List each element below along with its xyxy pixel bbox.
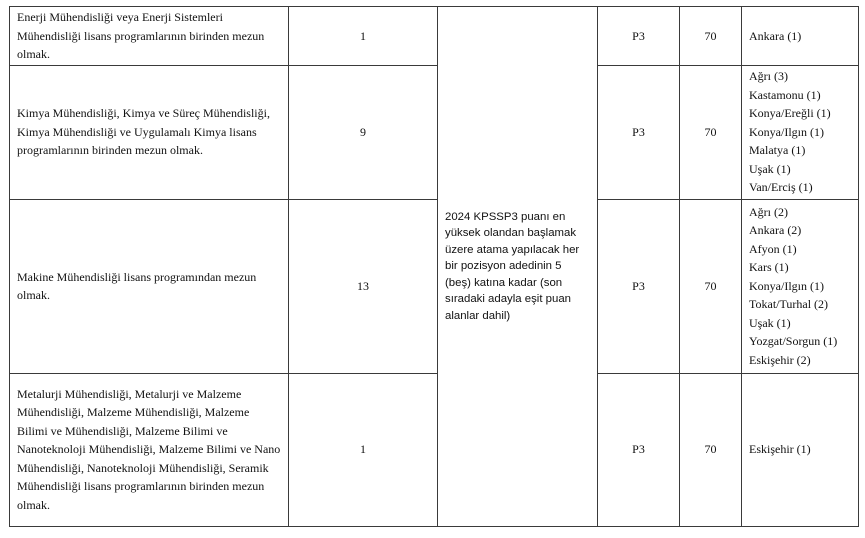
position-count-cell: 1 [289,7,438,66]
position-count-cell: 9 [289,65,438,199]
position-count-cell: 13 [289,199,438,373]
selection-criteria-cell: 2024 KPSSP3 puanı en yüksek olandan başlamak üzere atama yapılacak her bir pozisyon adedinin 5 (beş) katına kadar (son sıradaki adayla eşit puan alanlar dahil) [438,7,598,527]
min-score-cell: 70 [680,373,742,526]
score-type-cell: P3 [598,65,680,199]
city-item: Uşak (1) [749,315,791,330]
city-item: Kastamonu (1) [749,87,821,102]
score-type-cell: P3 [598,199,680,373]
city-item: Eskişehir (1) [749,442,811,457]
cities-cell [742,65,859,199]
position-count-cell: 1 [289,373,438,526]
cities-cell [742,373,859,526]
qualification-cell: Kimya Mühendisliği, Kimya ve Süreç Mühendisliği, Kimya Mühendisliği ve Uygulamalı Kimya lisans programlarının birinden mezun olmak. [10,65,289,199]
city-item: Uşak (1) [749,161,791,176]
city-item: Ankara (2) [749,223,802,238]
city-item: Van/Erciş (1) [749,180,813,195]
qualification-cell: Enerji Mühendisliği veya Enerji Sistemleri Mühendisliği lisans programlarının birinden mezun olmak. [10,7,289,66]
score-type-cell: P3 [598,373,680,526]
min-score-cell: 70 [680,65,742,199]
table-row [10,65,859,199]
table-row [10,373,859,526]
city-item: Malatya (1) [749,143,806,158]
qualification-cell: Makine Mühendisliği lisans programından mezun olmak. [10,199,289,373]
requirements-table [9,6,859,527]
min-score-cell: 70 [680,7,742,66]
city-item: Afyon (1) [749,241,797,256]
cities-cell [742,7,859,66]
score-type-cell: P3 [598,7,680,66]
city-item: Konya/Ilgın (1) [749,278,824,293]
city-item: Ağrı (3) [749,69,788,84]
city-item: Tokat/Turhal (2) [749,297,829,312]
city-item: Eskişehir (2) [749,352,811,367]
table-row [10,7,859,66]
city-item: Ağrı (2) [749,204,788,219]
city-item: Ankara (1) [749,28,802,43]
min-score-cell: 70 [680,199,742,373]
city-item: Yozgat/Sorgun (1) [749,334,838,349]
table-row [10,199,859,373]
city-item: Kars (1) [749,260,789,275]
city-item: Konya/Ilgın (1) [749,124,824,139]
cities-cell [742,199,859,373]
city-item: Konya/Ereğli (1) [749,106,831,121]
qualification-cell: Metalurji Mühendisliği, Metalurji ve Malzeme Mühendisliği, Malzeme Mühendisliği, Malzeme Bilimi ve Mühendisliği, Malzeme Bilimi ve Nanoteknoloji Mühendisliği, Malzeme Bilimi ve Nano Mühendisliği, Nanoteknoloji Mühendisliği, Seramik Mühendisliği lisans programlarının birinden mezun olmak. [10,373,289,526]
